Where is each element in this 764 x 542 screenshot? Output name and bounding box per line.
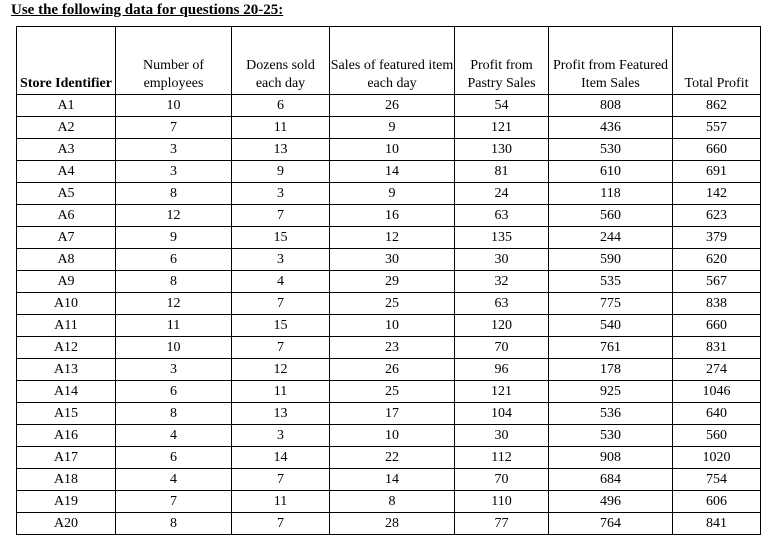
cell-number-of-employees: 10: [116, 95, 232, 117]
cell-total-profit: 567: [673, 271, 761, 293]
cell-total-profit: 640: [673, 403, 761, 425]
cell-dozens-sold: 6: [232, 95, 330, 117]
table-row: [17, 271, 761, 293]
cell-sales-featured-item: 10: [330, 139, 455, 161]
table-row: [17, 425, 761, 447]
cell-profit-featured: 530: [549, 139, 673, 161]
header-store-identifier: Store Identifier: [17, 27, 116, 95]
cell-sales-featured-item: 25: [330, 381, 455, 403]
cell-profit-pastry: 54: [455, 95, 549, 117]
cell-number-of-employees: 7: [116, 491, 232, 513]
cell-dozens-sold: 12: [232, 359, 330, 381]
header-number-of-employees: Number of employees: [116, 27, 232, 95]
cell-dozens-sold: 3: [232, 425, 330, 447]
cell-number-of-employees: 8: [116, 271, 232, 293]
cell-profit-featured: 178: [549, 359, 673, 381]
cell-dozens-sold: 11: [232, 491, 330, 513]
cell-total-profit: 557: [673, 117, 761, 139]
table-row: [17, 95, 761, 117]
header-row: [17, 27, 761, 95]
cell-store-identifier: A7: [17, 227, 116, 249]
cell-number-of-employees: 6: [116, 447, 232, 469]
cell-profit-featured: 610: [549, 161, 673, 183]
cell-profit-pastry: 130: [455, 139, 549, 161]
cell-profit-pastry: 70: [455, 469, 549, 491]
header-profit-featured: Profit from Featured Item Sales: [549, 27, 673, 95]
cell-profit-featured: 764: [549, 513, 673, 535]
cell-total-profit: 660: [673, 315, 761, 337]
cell-number-of-employees: 8: [116, 403, 232, 425]
cell-profit-featured: 560: [549, 205, 673, 227]
cell-profit-pastry: 70: [455, 337, 549, 359]
cell-profit-featured: 535: [549, 271, 673, 293]
cell-profit-pastry: 120: [455, 315, 549, 337]
cell-profit-pastry: 121: [455, 381, 549, 403]
cell-profit-pastry: 121: [455, 117, 549, 139]
cell-total-profit: 606: [673, 491, 761, 513]
cell-dozens-sold: 7: [232, 337, 330, 359]
cell-number-of-employees: 6: [116, 249, 232, 271]
cell-store-identifier: A16: [17, 425, 116, 447]
cell-profit-featured: 775: [549, 293, 673, 315]
cell-total-profit: 841: [673, 513, 761, 535]
cell-profit-featured: 436: [549, 117, 673, 139]
cell-sales-featured-item: 8: [330, 491, 455, 513]
cell-number-of-employees: 3: [116, 139, 232, 161]
cell-number-of-employees: 10: [116, 337, 232, 359]
cell-store-identifier: A17: [17, 447, 116, 469]
table-row: [17, 469, 761, 491]
cell-profit-featured: 118: [549, 183, 673, 205]
cell-store-identifier: A18: [17, 469, 116, 491]
cell-number-of-employees: 8: [116, 183, 232, 205]
cell-store-identifier: A1: [17, 95, 116, 117]
cell-total-profit: 623: [673, 205, 761, 227]
header-dozens-sold: Dozens sold each day: [232, 27, 330, 95]
cell-number-of-employees: 4: [116, 469, 232, 491]
table-row: [17, 249, 761, 271]
cell-total-profit: 1020: [673, 447, 761, 469]
cell-total-profit: 1046: [673, 381, 761, 403]
table-row: [17, 491, 761, 513]
cell-sales-featured-item: 22: [330, 447, 455, 469]
cell-total-profit: 660: [673, 139, 761, 161]
cell-store-identifier: A12: [17, 337, 116, 359]
table-row: [17, 315, 761, 337]
table-row: [17, 161, 761, 183]
cell-dozens-sold: 4: [232, 271, 330, 293]
cell-dozens-sold: 7: [232, 293, 330, 315]
cell-sales-featured-item: 30: [330, 249, 455, 271]
cell-total-profit: 142: [673, 183, 761, 205]
cell-dozens-sold: 11: [232, 117, 330, 139]
cell-profit-featured: 244: [549, 227, 673, 249]
cell-sales-featured-item: 10: [330, 425, 455, 447]
cell-total-profit: 754: [673, 469, 761, 491]
cell-profit-pastry: 63: [455, 293, 549, 315]
cell-profit-pastry: 112: [455, 447, 549, 469]
cell-profit-pastry: 24: [455, 183, 549, 205]
table-row: [17, 403, 761, 425]
cell-store-identifier: A8: [17, 249, 116, 271]
table-row: [17, 381, 761, 403]
cell-store-identifier: A10: [17, 293, 116, 315]
cell-sales-featured-item: 16: [330, 205, 455, 227]
cell-profit-pastry: 96: [455, 359, 549, 381]
cell-profit-pastry: 30: [455, 249, 549, 271]
cell-profit-featured: 808: [549, 95, 673, 117]
cell-sales-featured-item: 26: [330, 359, 455, 381]
cell-number-of-employees: 3: [116, 161, 232, 183]
cell-profit-featured: 684: [549, 469, 673, 491]
header-total-profit: Total Profit: [673, 27, 761, 95]
cell-sales-featured-item: 29: [330, 271, 455, 293]
header-profit-pastry: Profit from Pastry Sales: [455, 27, 549, 95]
cell-store-identifier: A14: [17, 381, 116, 403]
cell-dozens-sold: 15: [232, 227, 330, 249]
cell-sales-featured-item: 14: [330, 469, 455, 491]
header-sales-featured-item: Sales of featured item each day: [330, 27, 455, 95]
cell-profit-pastry: 135: [455, 227, 549, 249]
cell-total-profit: 691: [673, 161, 761, 183]
cell-profit-pastry: 81: [455, 161, 549, 183]
cell-total-profit: 379: [673, 227, 761, 249]
cell-number-of-employees: 12: [116, 205, 232, 227]
cell-total-profit: 838: [673, 293, 761, 315]
cell-profit-featured: 530: [549, 425, 673, 447]
cell-store-identifier: A2: [17, 117, 116, 139]
table-row: [17, 513, 761, 535]
cell-sales-featured-item: 14: [330, 161, 455, 183]
cell-total-profit: 862: [673, 95, 761, 117]
cell-dozens-sold: 7: [232, 513, 330, 535]
cell-store-identifier: A13: [17, 359, 116, 381]
cell-profit-featured: 761: [549, 337, 673, 359]
cell-dozens-sold: 11: [232, 381, 330, 403]
cell-number-of-employees: 6: [116, 381, 232, 403]
cell-total-profit: 620: [673, 249, 761, 271]
cell-dozens-sold: 14: [232, 447, 330, 469]
cell-store-identifier: A19: [17, 491, 116, 513]
cell-sales-featured-item: 17: [330, 403, 455, 425]
cell-dozens-sold: 7: [232, 205, 330, 227]
cell-dozens-sold: 7: [232, 469, 330, 491]
cell-number-of-employees: 3: [116, 359, 232, 381]
cell-sales-featured-item: 23: [330, 337, 455, 359]
table-row: [17, 183, 761, 205]
cell-dozens-sold: 13: [232, 139, 330, 161]
cell-number-of-employees: 7: [116, 117, 232, 139]
table-body: [17, 95, 761, 535]
cell-profit-pastry: 30: [455, 425, 549, 447]
cell-store-identifier: A15: [17, 403, 116, 425]
cell-profit-pastry: 32: [455, 271, 549, 293]
cell-dozens-sold: 9: [232, 161, 330, 183]
cell-total-profit: 831: [673, 337, 761, 359]
cell-sales-featured-item: 26: [330, 95, 455, 117]
cell-store-identifier: A3: [17, 139, 116, 161]
cell-total-profit: 560: [673, 425, 761, 447]
cell-profit-featured: 590: [549, 249, 673, 271]
cell-number-of-employees: 12: [116, 293, 232, 315]
cell-sales-featured-item: 25: [330, 293, 455, 315]
cell-dozens-sold: 13: [232, 403, 330, 425]
cell-profit-featured: 496: [549, 491, 673, 513]
cell-store-identifier: A4: [17, 161, 116, 183]
cell-profit-featured: 536: [549, 403, 673, 425]
cell-store-identifier: A20: [17, 513, 116, 535]
cell-dozens-sold: 15: [232, 315, 330, 337]
cell-store-identifier: A5: [17, 183, 116, 205]
cell-sales-featured-item: 9: [330, 183, 455, 205]
cell-sales-featured-item: 12: [330, 227, 455, 249]
cell-total-profit: 274: [673, 359, 761, 381]
table-row: [17, 139, 761, 161]
table-header: [17, 27, 761, 95]
section-heading: Use the following data for questions 20-25:: [11, 2, 284, 18]
cell-number-of-employees: 11: [116, 315, 232, 337]
table-row: [17, 337, 761, 359]
cell-profit-featured: 540: [549, 315, 673, 337]
cell-profit-pastry: 104: [455, 403, 549, 425]
cell-dozens-sold: 3: [232, 249, 330, 271]
cell-sales-featured-item: 10: [330, 315, 455, 337]
cell-dozens-sold: 3: [232, 183, 330, 205]
cell-number-of-employees: 9: [116, 227, 232, 249]
store-data-table: [16, 26, 761, 535]
cell-sales-featured-item: 28: [330, 513, 455, 535]
cell-store-identifier: A6: [17, 205, 116, 227]
table-row: [17, 359, 761, 381]
cell-profit-pastry: 77: [455, 513, 549, 535]
table-row: [17, 447, 761, 469]
cell-profit-featured: 925: [549, 381, 673, 403]
table-row: [17, 205, 761, 227]
table-row: [17, 227, 761, 249]
cell-profit-featured: 908: [549, 447, 673, 469]
table-row: [17, 293, 761, 315]
cell-number-of-employees: 4: [116, 425, 232, 447]
cell-number-of-employees: 8: [116, 513, 232, 535]
cell-store-identifier: A11: [17, 315, 116, 337]
cell-profit-pastry: 63: [455, 205, 549, 227]
cell-store-identifier: A9: [17, 271, 116, 293]
cell-profit-pastry: 110: [455, 491, 549, 513]
table-row: [17, 117, 761, 139]
cell-sales-featured-item: 9: [330, 117, 455, 139]
